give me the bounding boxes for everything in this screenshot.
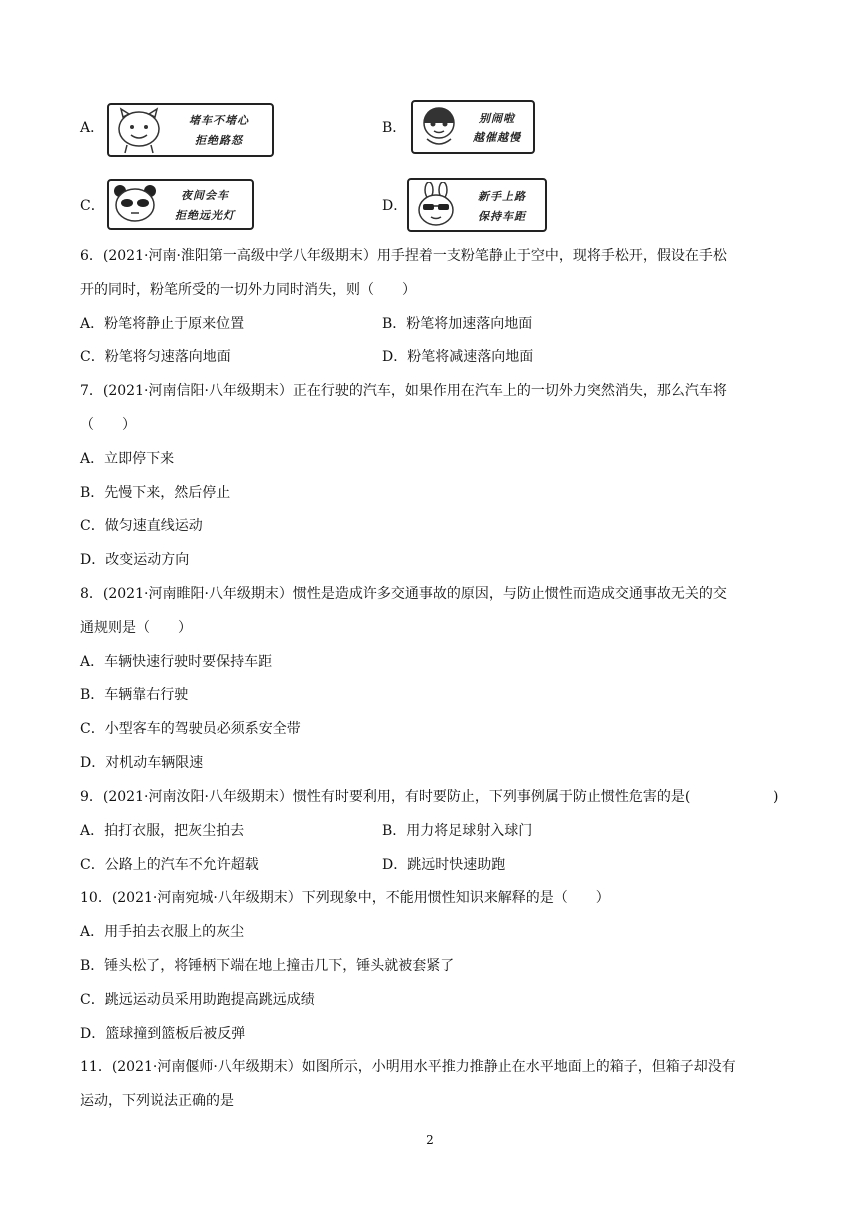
question-9-option-a: A．拍打衣服，把灰尘拍去 xyxy=(80,823,245,839)
question-8-line2: 通规则是（ ） xyxy=(80,620,192,636)
sign-a-line2: 拒绝路怒 xyxy=(195,134,243,147)
question-10-option-a: A．用手拍去衣服上的灰尘 xyxy=(80,924,245,940)
question-8-option-a: A．车辆快速行驶时要保持车距 xyxy=(80,654,273,670)
question-9-paren-close: ) xyxy=(773,789,779,805)
question-7-option-a: A．立即停下来 xyxy=(80,451,175,467)
question-6-option-d: D．粉笔将减速落向地面 xyxy=(382,349,534,365)
question-8-option-d: D．对机动车辆限速 xyxy=(80,755,204,771)
question-9-option-d: D．跳远时快速助跑 xyxy=(382,857,506,873)
question-6-option-a: A．粉笔将静止于原来位置 xyxy=(80,316,245,332)
question-6-line1: 6．(2021·河南·淮阳第一高级中学八年级期末）用手捏着一支粉笔静止于空中，现将手松开，假设在手松 xyxy=(80,248,727,264)
sign-image-c xyxy=(107,179,254,230)
sign-d-line1: 新手上路 xyxy=(478,190,526,203)
rabbit-cartoon-icon xyxy=(413,182,459,230)
question-9-option-c: C．公路上的汽车不允许超载 xyxy=(80,857,259,873)
sign-b-line1: 别闹啦 xyxy=(479,112,515,125)
question-6-option-b: B．粉笔将加速落向地面 xyxy=(382,316,533,332)
question-7-line1: 7．(2021·河南信阳·八年级期末）正在行驶的汽车，如果作用在汽车上的一切外力突然消失，那么汽车将 xyxy=(80,383,727,399)
question-7-option-d: D．改变运动方向 xyxy=(80,552,190,568)
girl-cartoon-icon xyxy=(417,105,461,151)
sign-d-line2: 保持车距 xyxy=(478,210,526,223)
question-8-line1: 8．(2021·河南睢阳·八年级期末）惯性是造成许多交通事故的原因，与防止惯性而造成交通事故无关的交 xyxy=(80,586,727,602)
page-number: 2 xyxy=(426,1133,434,1147)
sign-c-line2: 拒绝远光灯 xyxy=(175,209,235,222)
cat-cartoon-icon xyxy=(113,107,165,155)
sign-c-line1: 夜间会车 xyxy=(181,189,229,202)
sign-image-b xyxy=(411,100,535,154)
panda-cartoon-icon xyxy=(112,183,158,227)
sign-a-line1: 堵车不堵心 xyxy=(189,114,249,127)
option-b-label: B． xyxy=(382,120,407,136)
option-a-label: A． xyxy=(80,120,105,136)
question-7-option-b: B．先慢下来，然后停止 xyxy=(80,485,231,501)
question-11-line2: 运动，下列说法正确的是 xyxy=(80,1093,234,1109)
question-10-option-d: D．篮球撞到篮板后被反弹 xyxy=(80,1026,246,1042)
sign-image-d xyxy=(407,178,547,232)
option-d-label: D． xyxy=(382,198,408,214)
option-c-label: C． xyxy=(80,198,105,214)
question-8-option-b: B．车辆靠右行驶 xyxy=(80,687,189,703)
question-10-line1: 10．(2021·河南宛城·八年级期末）下列现象中，不能用惯性知识来解释的是（ ） xyxy=(80,890,610,906)
question-9-option-b: B．用力将足球射入球门 xyxy=(382,823,533,839)
question-7-line2: （ ） xyxy=(80,417,136,433)
question-6-line2: 开的同时，粉笔所受的一切外力同时消失，则（ ） xyxy=(80,282,416,298)
question-10-option-b: B．锤头松了，将锤柄下端在地上撞击几下，锤头就被套紧了 xyxy=(80,958,455,974)
question-7-option-c: C．做匀速直线运动 xyxy=(80,518,203,534)
sign-b-line2: 越催越慢 xyxy=(473,131,521,144)
question-11-line1: 11．(2021·河南偃师·八年级期末）如图所示，小明用水平推力推静止在水平地面上的箱子，但箱子却没有 xyxy=(80,1059,736,1075)
question-9-line1: 9．(2021·河南汝阳·八年级期末）惯性有时要利用，有时要防止，下列事例属于防止惯性危害的是( xyxy=(80,789,691,805)
sign-image-a xyxy=(107,103,274,157)
question-10-option-c: C．跳远运动员采用助跑提高跳远成绩 xyxy=(80,992,315,1008)
question-6-option-c: C．粉笔将匀速落向地面 xyxy=(80,349,231,365)
question-8-option-c: C．小型客车的驾驶员必须系安全带 xyxy=(80,721,301,737)
